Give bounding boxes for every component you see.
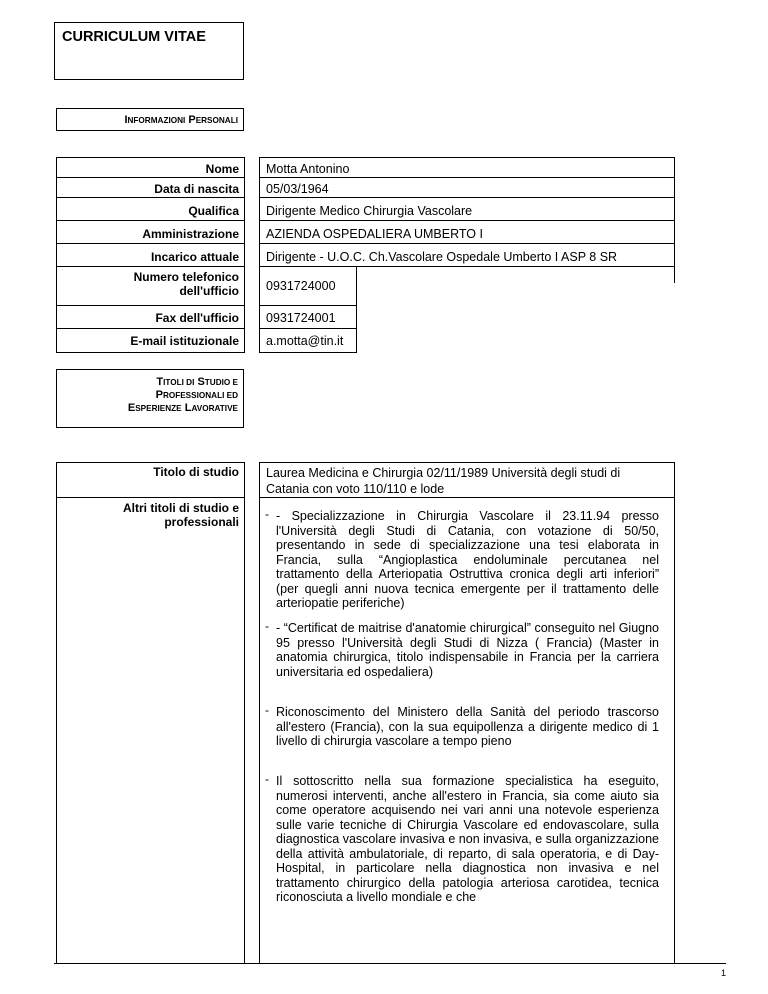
label-data-nascita: Data di nascita — [154, 182, 239, 196]
value-email: a.motta@tin.it — [266, 334, 344, 348]
footer-divider — [54, 963, 726, 964]
section-titoli-header: TITOLI DI STUDIO E PROFESSIONALI ED ESPERIENZE LAVORATIVE — [56, 369, 244, 428]
label-email: E-mail istituzionale — [130, 334, 239, 348]
value-data-nascita: 05/03/1964 — [266, 182, 329, 196]
label-fax: Fax dell'ufficio — [155, 311, 239, 325]
label-incarico: Incarico attuale — [150, 250, 239, 264]
bullet-2: - — [265, 619, 269, 633]
value-amministrazione: AZIENDA OSPEDALIERA UMBERTO I — [266, 227, 483, 241]
value-nome: Motta Antonino — [266, 162, 350, 176]
list-item: - Specializzazione in Chirurgia Vascolare il 23.11.94 presso l'Università degli Studi di Catania, con votazione di 50/50, presentando in sede di specializzazione una tesi elaborata in Francia, sulla “Angioplastica endoluminale percutanea nel trattamento della Arteriopatia Ostruttiva cronica degli arti inferiori” (per quegli anni nuova tecnica emergente per il trattamento delle arteriopatie periferiche) — [276, 509, 659, 610]
cv-title: CURRICULUM VITAE — [62, 29, 206, 45]
bullet-3: - — [265, 703, 269, 717]
value-fax: 0931724001 — [266, 311, 336, 325]
value-telefono: 0931724000 — [266, 279, 336, 293]
list-item: - “Certificat de maitrise d'anatomie chirurgical” conseguito nel Giugno 95 presso l'Università degli Studi di Nizza ( Francia) (Master in anatomia chirurgica, titolo indispensabile in Francia per la carriera universitaria ed ospedaliera) — [276, 621, 659, 679]
label-qualifica: Qualifica — [188, 204, 239, 218]
page-number: 1 — [720, 968, 726, 978]
value-incarico: Dirigente - U.O.C. Ch.Vascolare Ospedale Umberto I ASP 8 SR — [266, 250, 618, 264]
value-qualifica: Dirigente Medico Chirurgia Vascolare — [266, 204, 473, 218]
bullet-1: - — [265, 507, 269, 521]
list-item: Il sottoscritto nella sua formazione specialistica ha eseguito, numerosi interventi, anche all'estero in Francia, sia come aiuto sia come operatore acquisendo nei vari anni una notevole esperienza sulle varie tecniche di Chirurgia Vascolare ed endovascolare, sulla diagnostica vascolare invasiva e non invasiva, e sulla organizzazione della attività ambulatoriale, di reparto, di sala operatoria, e di Day-Hospital, in particolare nella diagnostica non invasiva e nel trattamento chirurgico della patologia arteriosa carotidea, tecnica riconosciuta a livello mondiale e che — [276, 774, 659, 904]
list-item: Riconoscimento del Ministero della Sanità del periodo trascorso all'estero (Francia), con la sua equipollenza a dirigente medico di 1 livello di chirurgia vascolare a tempo pieno — [276, 705, 659, 748]
label-altri-titoli: Altri titoli di studio e professionali — [123, 501, 239, 529]
label-telefono: Numero telefonico dell'ufficio — [133, 270, 239, 298]
bullet-4: - — [265, 772, 269, 786]
section-personal-header: INFORMAZIONI PERSONALI — [56, 108, 244, 131]
cv-title-box — [54, 22, 244, 80]
label-nome: Nome — [205, 162, 239, 176]
label-titolo-studio: Titolo di studio — [153, 465, 239, 479]
label-amministrazione: Amministrazione — [142, 227, 239, 241]
value-titolo-studio: Laurea Medicina e Chirurgia 02/11/1989 Università degli studi di Catania con voto 110/110 e lode — [266, 466, 621, 496]
